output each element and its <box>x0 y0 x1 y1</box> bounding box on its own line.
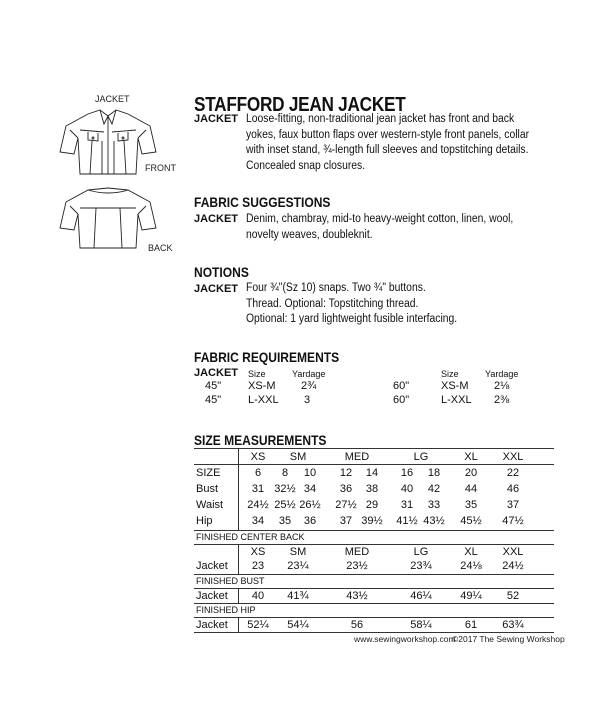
size-header-left: Size <box>248 369 266 379</box>
description-tag: JACKET <box>194 113 239 125</box>
divider <box>194 464 554 465</box>
table-row: Jacket 23 23¼ 23½ 23¾ 24⅛ 24½ <box>196 560 524 572</box>
divider <box>194 588 554 589</box>
table-row: Bust 31 32½ 34 36 38 40 42 44 46 <box>196 483 520 495</box>
divider <box>194 530 554 531</box>
finished-center-back-heading: FINISHED CENTER BACK <box>196 532 305 542</box>
fabric-suggestions-heading: FABRIC SUGGESTIONS <box>194 194 331 210</box>
fabric-requirements-tag: JACKET <box>194 367 239 379</box>
size-measurements-heading: SIZE MEASUREMENTS <box>194 432 327 448</box>
fabric-suggestions-tag: JACKET <box>194 213 239 225</box>
fabric-req-row: 45" L-XXL 3 60" L-XXL 2⅜ <box>205 394 510 406</box>
back-label: BACK <box>148 243 173 253</box>
finished-bust-heading: FINISHED BUST <box>196 576 265 586</box>
notions-tag: JACKET <box>194 283 239 295</box>
footer-copyright: ©2017 The Sewing Workshop <box>452 634 565 644</box>
front-label: FRONT <box>145 163 176 173</box>
footer-website: www.sewingworkshop.com <box>354 634 456 644</box>
fabric-req-row: 45" XS-M 2¾ 60" XS-M 2⅛ <box>205 380 510 392</box>
fabric-suggestions-text: Denim, chambray, mid-to heavy-weight cotton, linen, wool, novelty weaves, doubleknit. <box>246 213 514 241</box>
divider <box>194 448 554 449</box>
yardage-header-right: Yardage <box>485 369 519 379</box>
table-row: SIZE 6 8 10 12 14 16 18 20 22 <box>196 467 520 479</box>
divider <box>194 574 554 575</box>
table-row: Jacket 52¼ 54¼ 56 58¼ 61 63¾ <box>196 619 524 631</box>
finished-hip-heading: FINISHED HIP <box>196 605 256 615</box>
notions-text: Four ¾"(Sz 10) snaps. Two ¾" buttons. Thread. Optional: Topstitching thread. Optional: 1 yard lightweight fusible interfacing. <box>246 282 458 325</box>
fabric-requirements-heading: FABRIC REQUIREMENTS <box>194 349 340 365</box>
table-row: Waist 24½ 25½ 26½ 27½ 29 31 33 35 37 <box>196 499 520 511</box>
yardage-header-left: Yardage <box>292 369 326 379</box>
size-group-header: XS SM MED LG XL XXL <box>250 451 524 463</box>
table-row: Hip 34 35 36 37 39½ 41½ 43½ 45½ 47½ <box>196 515 524 527</box>
size-header-right: Size <box>441 369 459 379</box>
description-text: Loose-fitting, non-traditional jean jacket has front and back yokes, faux button flaps over western-style front panels, collar with inset stand, ¾-length full sleeves and topstitching details. Concealed snap closures. <box>246 113 530 172</box>
jacket-back-illustration <box>58 186 158 252</box>
jacket-label: JACKET <box>95 94 130 104</box>
notions-heading: NOTIONS <box>194 264 249 280</box>
table-row: Jacket 40 41¾ 43½ 46¼ 49¼ 52 <box>196 590 520 602</box>
divider <box>194 617 554 618</box>
size-group-header: XS SM MED LG XL XXL <box>250 546 524 558</box>
jacket-front-illustration <box>58 108 158 180</box>
divider <box>194 544 554 545</box>
page-title: STAFFORD JEAN JACKET <box>194 94 406 116</box>
